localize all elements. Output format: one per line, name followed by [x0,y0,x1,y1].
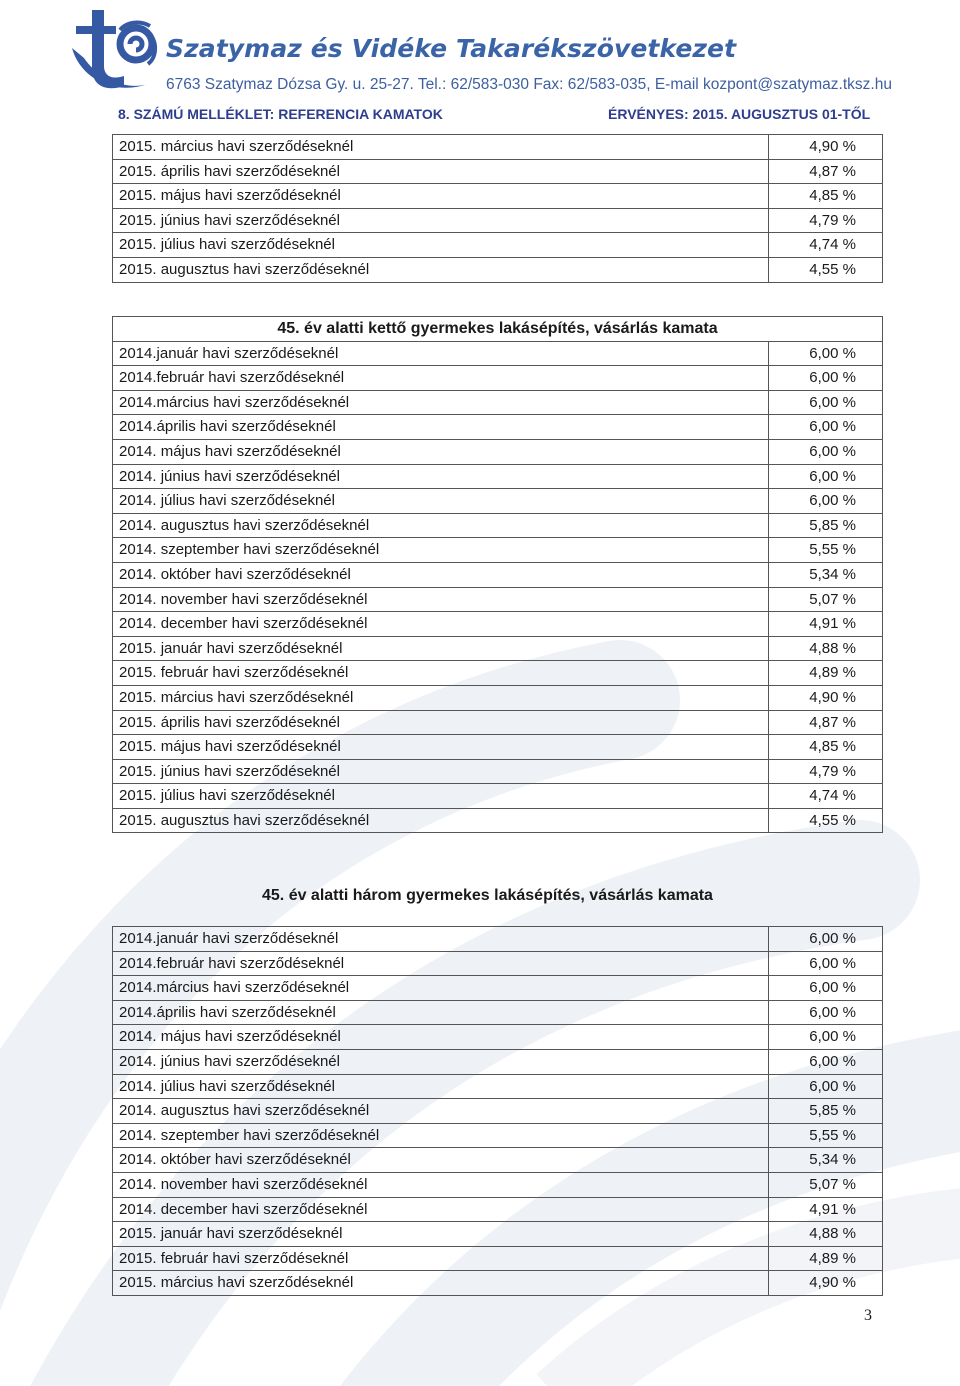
contract-period-cell: 2014.március havi szerződéseknél [113,976,769,1001]
table-row [113,159,883,184]
table-row [113,341,883,366]
table-row [113,1099,883,1124]
contract-period-cell: 2014. szeptember havi szerződéseknél [113,538,769,563]
table-row [113,784,883,809]
contract-period-cell: 2015. január havi szerződéseknél [113,636,769,661]
table-row [113,808,883,833]
interest-rate-cell: 4,55 % [769,808,883,833]
table-row [113,735,883,760]
table-row [113,927,883,952]
interest-rate-cell: 6,00 % [769,366,883,391]
table-row [113,1025,883,1050]
table-row [113,1172,883,1197]
contract-period-cell: 2015. május havi szerződéseknél [113,184,769,209]
contract-period-cell: 2015. augusztus havi szerződéseknél [113,257,769,282]
contract-period-cell: 2014.január havi szerződéseknél [113,341,769,366]
table-row [113,612,883,637]
table-row [113,1000,883,1025]
table-row [113,1222,883,1247]
table-row [113,366,883,391]
interest-rate-cell: 4,85 % [769,735,883,760]
interest-rate-cell: 6,00 % [769,415,883,440]
table-row [113,661,883,686]
table-row [113,976,883,1001]
table-row [113,208,883,233]
bank-logo [70,4,164,98]
table-row [113,184,883,209]
interest-rate-cell: 6,00 % [769,976,883,1001]
table-row [113,1049,883,1074]
interest-rate-cell: 5,07 % [769,1172,883,1197]
table-row [113,513,883,538]
contract-period-cell: 2014.január havi szerződéseknél [113,927,769,952]
table-row [113,439,883,464]
contract-period-cell: 2014.április havi szerződéseknél [113,415,769,440]
table-row [113,1197,883,1222]
interest-rate-cell: 6,00 % [769,951,883,976]
interest-rate-cell: 6,00 % [769,390,883,415]
interest-rate-cell: 6,00 % [769,464,883,489]
contract-period-cell: 2015. március havi szerződéseknél [113,135,769,160]
table-row [113,415,883,440]
interest-rate-cell: 4,74 % [769,233,883,258]
interest-rate-cell: 4,85 % [769,184,883,209]
contract-period-cell: 2014. augusztus havi szerződéseknél [113,1099,769,1124]
contract-period-cell: 2014. június havi szerződéseknél [113,1049,769,1074]
table-row [113,685,883,710]
table-row [113,1123,883,1148]
section-title: 45. év alatti kettő gyermekes lakásépítés, vásárlás kamata [113,317,883,342]
interest-rate-cell: 4,90 % [769,1271,883,1296]
rates-table-three-children [112,926,883,1296]
section-title-row [113,317,883,342]
table-row [113,464,883,489]
contract-period-cell: 2015. március havi szerződéseknél [113,685,769,710]
interest-rate-cell: 5,34 % [769,1148,883,1173]
table-row [113,1271,883,1296]
interest-rate-cell: 4,91 % [769,612,883,637]
contract-period-cell: 2015. január havi szerződéseknél [113,1222,769,1247]
interest-rate-cell: 6,00 % [769,1025,883,1050]
table-row [113,759,883,784]
interest-rate-cell: 5,55 % [769,538,883,563]
annex-title: 8. SZÁMÚ MELLÉKLET: REFERENCIA KAMATOK [118,106,443,122]
interest-rate-cell: 4,55 % [769,257,883,282]
table-row [113,233,883,258]
table-row [113,1148,883,1173]
contract-period-cell: 2014. november havi szerződéseknél [113,587,769,612]
contract-period-cell: 2014. december havi szerződéseknél [113,612,769,637]
table-row [113,489,883,514]
interest-rate-cell: 4,88 % [769,636,883,661]
contract-period-cell: 2014. május havi szerződéseknél [113,1025,769,1050]
section-title: 45. év alatti három gyermekes lakásépítés, vásárlás kamata [262,887,713,904]
interest-rate-cell: 6,00 % [769,927,883,952]
rates-table-continued [112,134,883,283]
interest-rate-cell: 5,34 % [769,562,883,587]
rates-table-two-children [112,316,883,833]
bank-name: Szatymaz és Vidéke Takarékszövetkezet [166,34,737,63]
interest-rate-cell: 4,91 % [769,1197,883,1222]
table-row [113,562,883,587]
contract-period-cell: 2014.április havi szerződéseknél [113,1000,769,1025]
interest-rate-cell: 5,85 % [769,513,883,538]
contract-period-cell: 2015. június havi szerződéseknél [113,208,769,233]
contract-period-cell: 2014. május havi szerződéseknél [113,439,769,464]
validity-date: ÉRVÉNYES: 2015. AUGUSZTUS 01-TŐL [608,106,871,122]
interest-rate-cell: 6,00 % [769,489,883,514]
table-row [113,951,883,976]
table-row [113,1074,883,1099]
table-row [113,1246,883,1271]
interest-rate-cell: 4,88 % [769,1222,883,1247]
contract-period-cell: 2014. június havi szerződéseknél [113,464,769,489]
interest-rate-cell: 5,55 % [769,1123,883,1148]
interest-rate-cell: 4,87 % [769,159,883,184]
contract-period-cell: 2014.március havi szerződéseknél [113,390,769,415]
contract-period-cell: 2015. április havi szerződéseknél [113,710,769,735]
interest-rate-cell: 4,74 % [769,784,883,809]
table-row [113,587,883,612]
contract-period-cell: 2014. november havi szerződéseknél [113,1172,769,1197]
contract-period-cell: 2015. július havi szerződéseknél [113,233,769,258]
interest-rate-cell: 4,90 % [769,135,883,160]
contract-period-cell: 2015. július havi szerződéseknél [113,784,769,809]
contract-period-cell: 2014. december havi szerződéseknél [113,1197,769,1222]
contract-period-cell: 2014.február havi szerződéseknél [113,366,769,391]
table-row [113,135,883,160]
page-number: 3 [864,1307,872,1324]
contract-period-cell: 2015. április havi szerződéseknél [113,159,769,184]
interest-rate-cell: 5,85 % [769,1099,883,1124]
interest-rate-cell: 6,00 % [769,341,883,366]
contract-period-cell: 2014. október havi szerződéseknél [113,1148,769,1173]
bank-address: 6763 Szatymaz Dózsa Gy. u. 25-27. Tel.: 62/583-030 Fax: 62/583-035, E-mail kozpont@szatymaz.tksz.hu [166,76,892,93]
interest-rate-cell: 6,00 % [769,1000,883,1025]
table-row [113,390,883,415]
interest-rate-cell: 6,00 % [769,1074,883,1099]
contract-period-cell: 2015. február havi szerződéseknél [113,1246,769,1271]
interest-rate-cell: 4,79 % [769,759,883,784]
interest-rate-cell: 6,00 % [769,439,883,464]
contract-period-cell: 2014. július havi szerződéseknél [113,489,769,514]
interest-rate-cell: 4,79 % [769,208,883,233]
contract-period-cell: 2015. május havi szerződéseknél [113,735,769,760]
contract-period-cell: 2015. március havi szerződéseknél [113,1271,769,1296]
contract-period-cell: 2015. február havi szerződéseknél [113,661,769,686]
interest-rate-cell: 4,89 % [769,1246,883,1271]
interest-rate-cell: 4,87 % [769,710,883,735]
contract-period-cell: 2014.február havi szerződéseknél [113,951,769,976]
table-row [113,710,883,735]
table-row [113,257,883,282]
interest-rate-cell: 5,07 % [769,587,883,612]
contract-period-cell: 2015. augusztus havi szerződéseknél [113,808,769,833]
contract-period-cell: 2014. október havi szerződéseknél [113,562,769,587]
interest-rate-cell: 4,89 % [769,661,883,686]
interest-rate-cell: 6,00 % [769,1049,883,1074]
table-row [113,538,883,563]
contract-period-cell: 2015. június havi szerződéseknél [113,759,769,784]
contract-period-cell: 2014. augusztus havi szerződéseknél [113,513,769,538]
contract-period-cell: 2014. szeptember havi szerződéseknél [113,1123,769,1148]
interest-rate-cell: 4,90 % [769,685,883,710]
contract-period-cell: 2014. július havi szerződéseknél [113,1074,769,1099]
table-row [113,636,883,661]
